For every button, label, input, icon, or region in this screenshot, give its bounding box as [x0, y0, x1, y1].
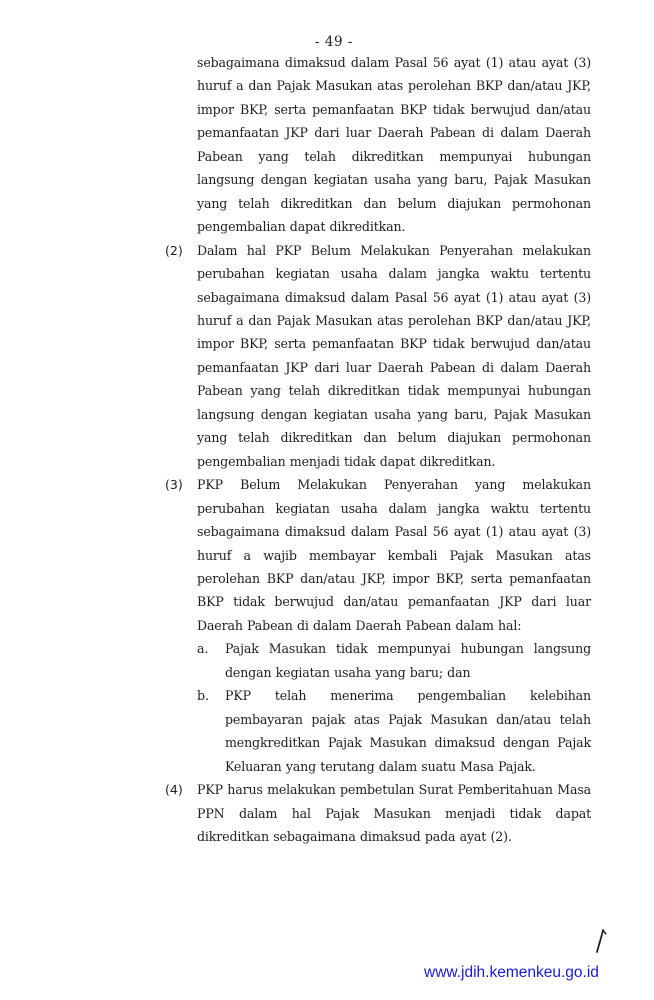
sub-item-label: a.	[197, 641, 209, 657]
footer-url-link[interactable]: www.jdih.kemenkeu.go.id	[424, 964, 599, 981]
signature-initial-icon	[594, 929, 608, 955]
clause-2	[165, 239, 591, 474]
clause-text: PKP harus melakukan pembetulan Surat Pemberitahuan Masa PPN dalam hal Pajak Masukan menjadi tidak dapat dikreditkan sebagaimana dimaksud pada ayat (2).	[197, 782, 591, 844]
clause-4	[165, 778, 591, 848]
sub-item-a	[197, 637, 591, 684]
clause-text: PKP Belum Melakukan Penyerahan yang melakukan perubahan kegiatan usaha dalam jangka waktu tertentu sebagaimana dimaksud dalam Pasal 56 ayat (1) atau ayat (3) huruf a wajib membayar kembali Pajak Masukan atas perolehan BKP dan/atau JKP, impor BKP, serta pemanfaatan BKP tidak berwujud dan/atau pemanfaatan JKP dari luar Daerah Pabean di dalam Daerah Pabean dalam hal:	[197, 477, 591, 633]
clause-3	[165, 473, 591, 778]
clause-text: Dalam hal PKP Belum Melakukan Penyerahan melakukan perubahan kegiatan usaha dalam jangka waktu tertentu sebagaimana dimaksud dalam Pasal 56 ayat (1) atau ayat (3) huruf a dan Pajak Masukan atas perolehan BKP dan/atau JKP, impor BKP, serta pemanfaatan BKP tidak berwujud dan/atau pemanfaatan JKP dari luar Daerah Pabean di dalam Daerah Pabean yang telah dikreditkan tidak mempunyai hubungan langsung dengan kegiatan usaha yang baru, Pajak Masukan yang telah dikreditkan dan belum diajukan permohonan pengembalian menjadi tidak dapat dikreditkan.	[197, 242, 591, 469]
sub-item-text: Pajak Masukan tidak mempunyai hubungan langsung dengan kegiatan usaha yang baru; dan	[225, 641, 591, 680]
clause-label: (3)	[165, 477, 183, 493]
sub-item-text: PKP telah menerima pengembalian kelebihan pembayaran pajak atas Pajak Masukan dan/atau telah mengkreditkan Pajak Masukan dimaksud dengan Pajak Keluaran yang terutang dalam suatu Masa Pajak.	[225, 688, 591, 774]
page-number: - 49 -	[315, 34, 353, 50]
clause-label: (2)	[165, 242, 183, 258]
continuation-paragraph: sebagaimana dimaksud dalam Pasal 56 ayat (1) atau ayat (3) huruf a dan Pajak Masukan atas perolehan BKP dan/atau JKP, impor BKP, serta pemanfaatan BKP tidak berwujud dan/atau pemanfaatan JKP dari luar Daerah Pabean di dalam Daerah Pabean yang telah dikreditkan mempunyai hubungan langsung dengan kegiatan usaha yang baru, Pajak Masukan yang telah dikreditkan dan belum diajukan permohonan pengembalian dapat dikreditkan.	[197, 55, 591, 235]
clause-label: (4)	[165, 782, 183, 798]
sub-item-b	[197, 684, 591, 778]
sub-item-label: b.	[197, 688, 210, 704]
document-body	[165, 51, 591, 848]
